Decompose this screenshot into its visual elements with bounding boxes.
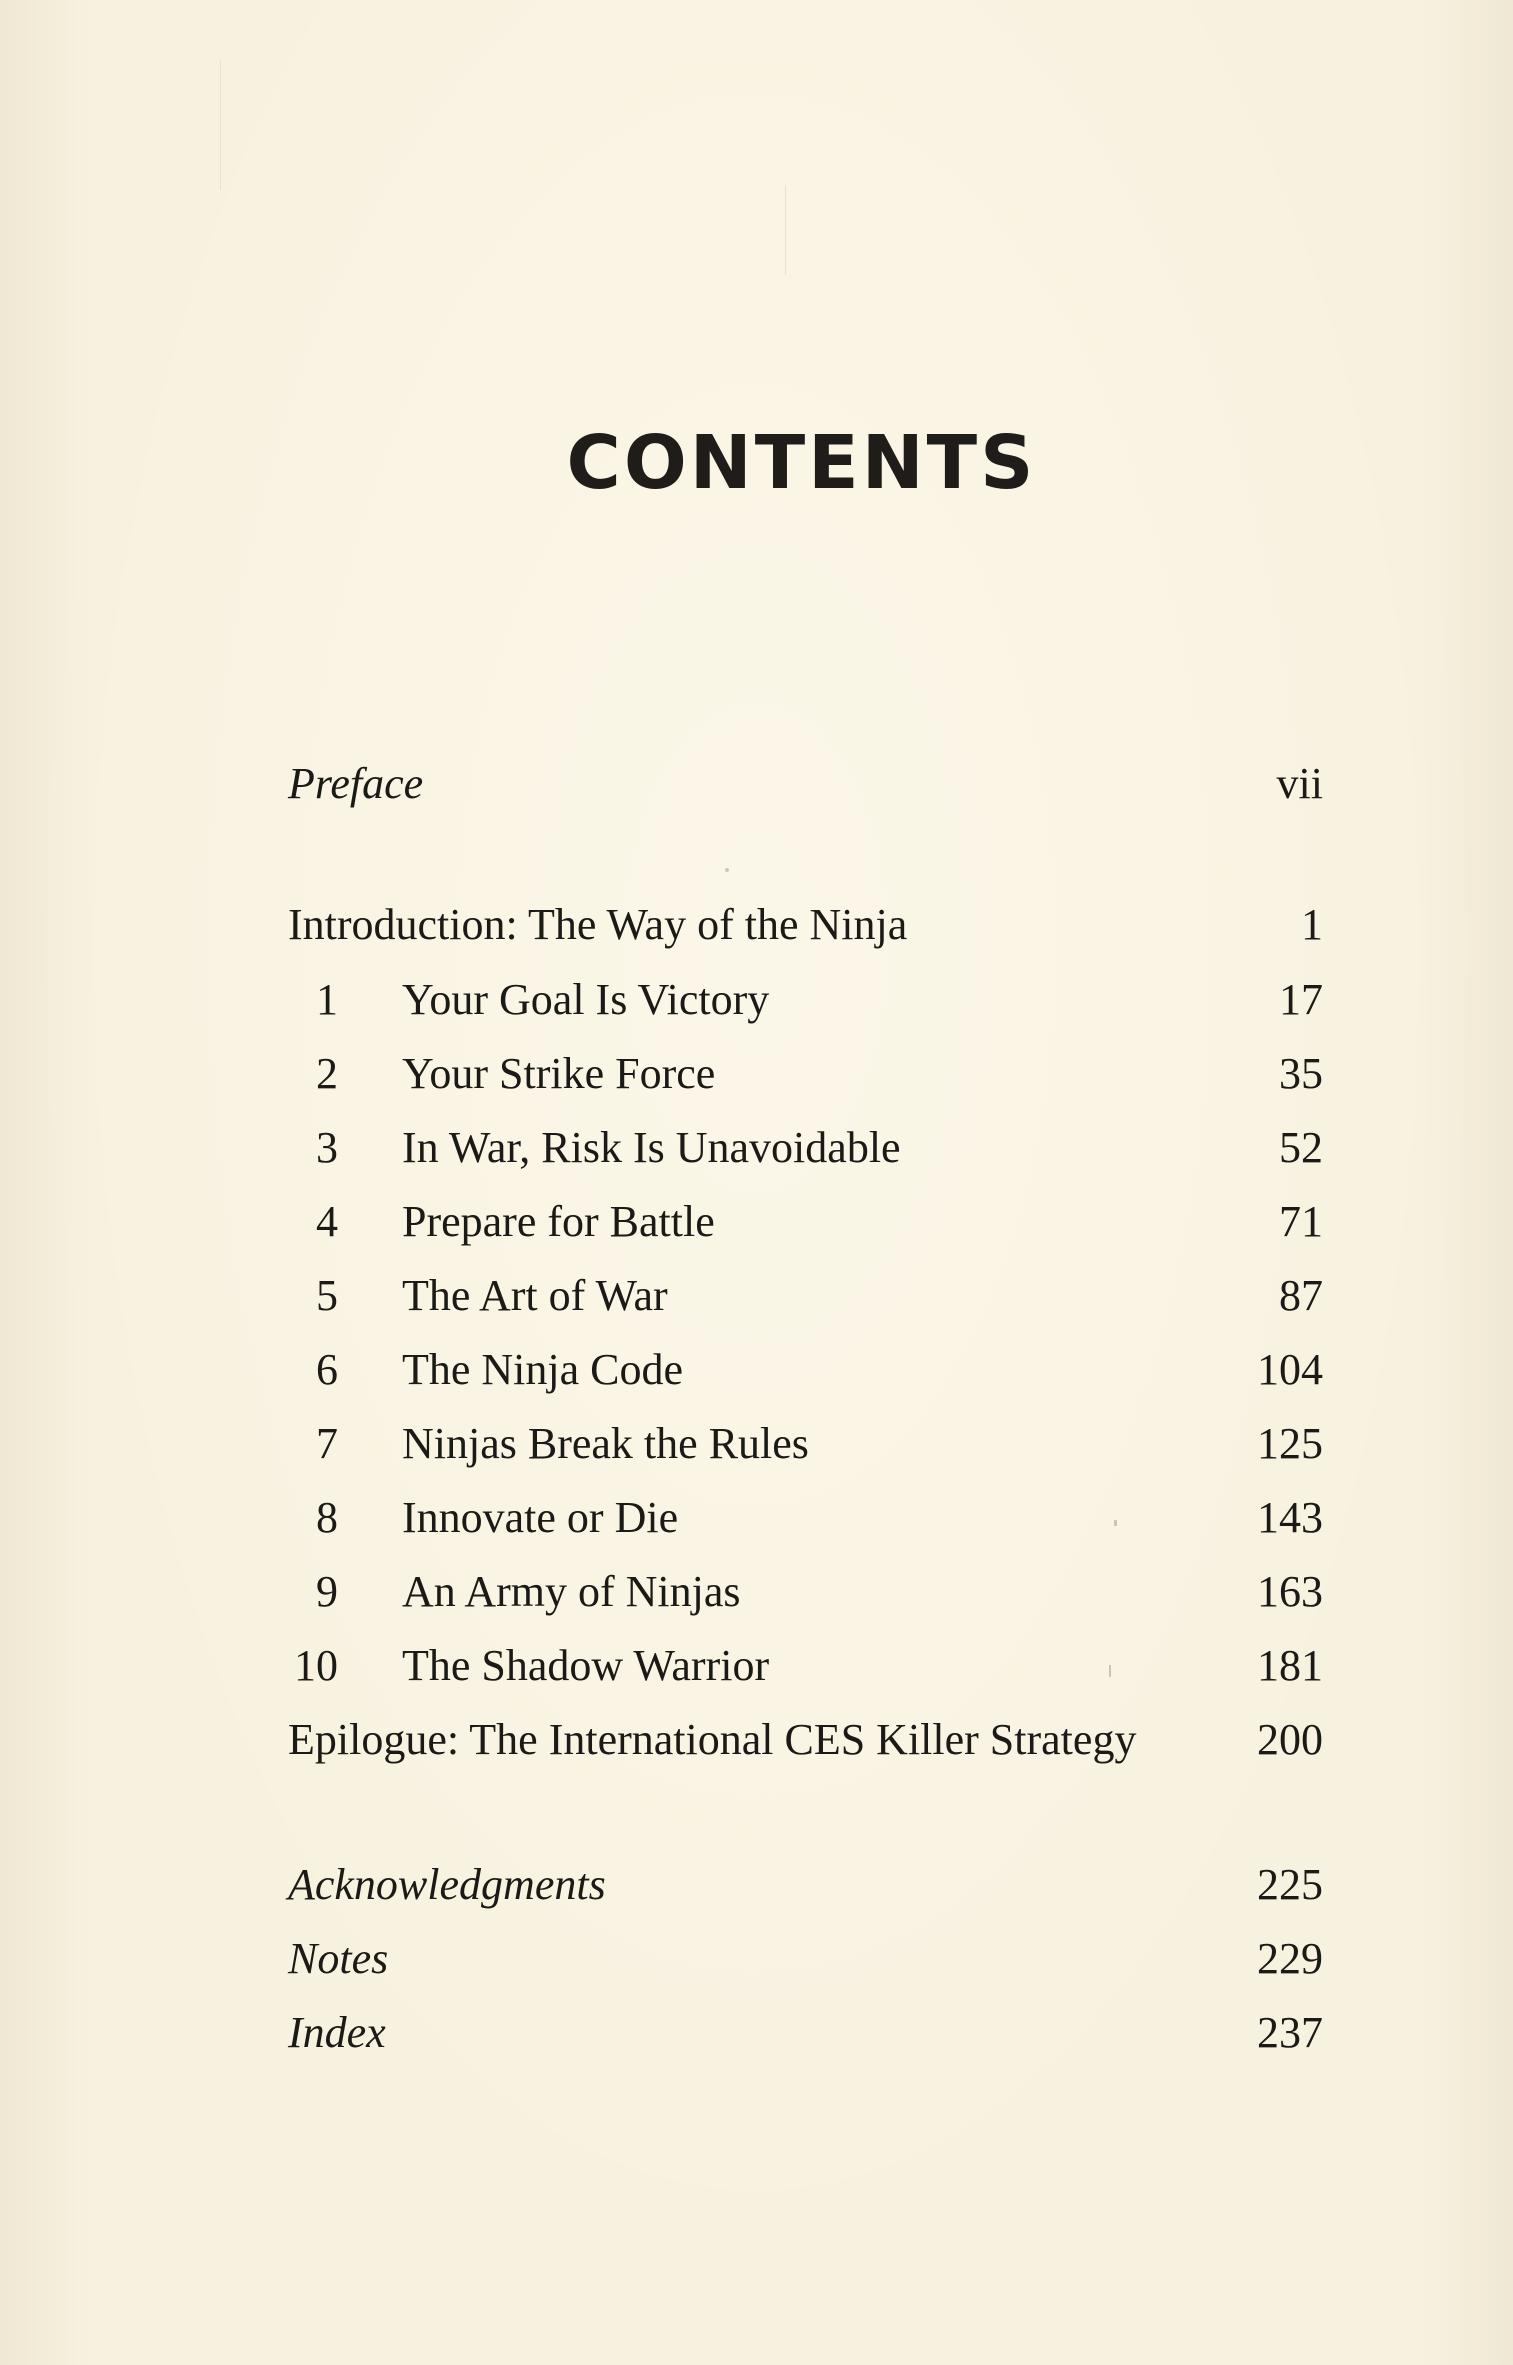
toc-page-number: 17 (1279, 975, 1323, 1024)
chapter-number: 9 (316, 1567, 338, 1616)
paper-crease (785, 185, 786, 275)
toc-entry-chapter (288, 1266, 1323, 1326)
toc-page-number: 87 (1279, 1271, 1323, 1320)
toc-entry-chapter (288, 1414, 1323, 1474)
paper-crease (220, 60, 221, 190)
toc-page-number: vii (1276, 759, 1323, 808)
toc-entry-label: Index (288, 2008, 386, 2057)
toc-page-number: 71 (1279, 1197, 1323, 1246)
toc-entry-chapter (288, 1340, 1323, 1400)
toc-page-number: 181 (1257, 1641, 1323, 1690)
toc-page-number: 125 (1257, 1419, 1323, 1468)
page-title: CONTENTS (566, 420, 1037, 506)
toc-page-number: 104 (1257, 1345, 1323, 1394)
toc-entry-label: Notes (288, 1934, 389, 1983)
toc-page-number: 200 (1257, 1715, 1323, 1764)
toc-entry-label: The Ninja Code (402, 1345, 684, 1394)
toc-entry-preface (288, 754, 1323, 814)
toc-entry-chapter (288, 1562, 1323, 1622)
chapter-number: 7 (316, 1419, 338, 1468)
toc-page-number: 143 (1257, 1493, 1323, 1542)
toc-entry-label: Innovate or Die (402, 1493, 679, 1542)
toc-entry-label: The Art of War (402, 1271, 668, 1320)
toc-entry-label: Introduction: The Way of the Ninja (288, 900, 908, 949)
paper-speck (725, 868, 729, 872)
toc-entry-label: Your Goal Is Victory (402, 975, 770, 1024)
toc-entry-label: Epilogue: The International CES Killer Strategy (288, 1715, 1137, 1764)
chapter-number: 10 (294, 1641, 338, 1690)
toc-page-number: 35 (1279, 1049, 1323, 1098)
toc-entry-introduction (288, 895, 1323, 955)
toc-entry-label: Your Strike Force (402, 1049, 716, 1098)
toc-entry-label: Prepare for Battle (402, 1197, 715, 1246)
toc-entry-chapter (288, 1488, 1323, 1548)
toc-entry-notes (288, 1929, 1323, 1989)
toc-page-number: 1 (1301, 900, 1323, 949)
chapter-number: 1 (316, 975, 338, 1024)
toc-entry-label: In War, Risk Is Unavoidable (402, 1123, 901, 1172)
toc-entry-chapter (288, 1118, 1323, 1178)
toc-entry-chapter (288, 1636, 1323, 1696)
toc-entry-label: The Shadow Warrior (402, 1641, 770, 1690)
toc-page-number: 237 (1257, 2008, 1323, 2057)
toc-page-number: 229 (1257, 1934, 1323, 1983)
chapter-number: 2 (316, 1049, 338, 1098)
chapter-number: 3 (316, 1123, 338, 1172)
toc-entry-chapter (288, 1044, 1323, 1104)
toc-entry-label: An Army of Ninjas (402, 1567, 741, 1616)
chapter-number: 5 (316, 1271, 338, 1320)
chapter-number: 4 (316, 1197, 338, 1246)
toc-entry-acknowledgments (288, 1855, 1323, 1915)
toc-entry-chapter (288, 1192, 1323, 1252)
toc-entry-index (288, 2003, 1323, 2063)
toc-page-number: 52 (1279, 1123, 1323, 1172)
toc-entry-epilogue (288, 1710, 1323, 1770)
toc-page-number: 225 (1257, 1860, 1323, 1909)
toc-entry-label: Acknowledgments (288, 1860, 606, 1909)
chapter-number: 8 (316, 1493, 338, 1542)
toc-entry-label: Ninjas Break the Rules (402, 1419, 809, 1468)
toc-entry-label: Preface (288, 759, 424, 808)
toc-entry-chapter (288, 970, 1323, 1030)
toc-page-number: 163 (1257, 1567, 1323, 1616)
chapter-number: 6 (316, 1345, 338, 1394)
